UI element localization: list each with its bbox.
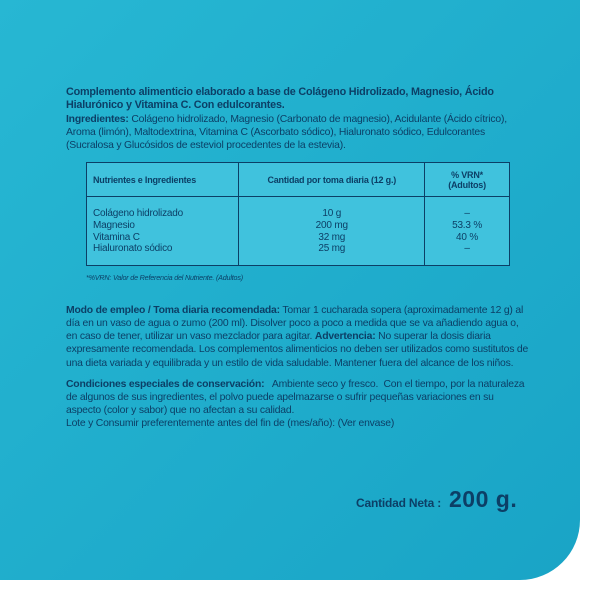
usage-text: Tomar 1 cucharada sopera (aproximadamente 12 g) al día en un vaso de agua o zumo (200 ml). Disolver poco a poco a medida que se va añadiendo agua o, en caso de tener, utilizar un vaso mezclador para agitar. xyxy=(66,304,524,343)
usage-section xyxy=(66,304,530,370)
net-quantity-label: Cantidad Neta : xyxy=(356,496,442,510)
row-vrn: – xyxy=(425,197,509,220)
nutrition-table xyxy=(86,162,510,265)
row-amount: 10 g xyxy=(239,197,425,220)
conservation-section xyxy=(66,378,530,431)
row-name: Vitamina C xyxy=(93,231,140,243)
usage-label: Modo de empleo / Toma diaria recomendada: xyxy=(66,304,280,316)
vrn-footnote: *%VRN: Valor de Referencia del Nutriente. (Adultos) xyxy=(86,272,243,282)
header-vrn-line1: % VRN* xyxy=(451,169,483,180)
ingredients-paragraph xyxy=(66,113,530,153)
row-amount: 32 mg xyxy=(239,232,425,244)
warning-text: No superar la dosis diaria expresamente recomendada. Los complementos alimenticios no deben ser utilizados como sustitutos de una dieta variada y equilibrada y un estilo de vida saludable. Mantener fuera del alcance de los niños. xyxy=(66,331,529,369)
product-description: Complemento alimenticio elaborado a base de Colágeno Hidrolizado, Magnesio, Ácido Hialurónico y Vitamina C. Con edulcorantes. xyxy=(66,86,494,112)
header-vrn xyxy=(425,163,509,197)
row-amount: 25 mg xyxy=(239,243,425,265)
table-row xyxy=(87,197,509,220)
table-header-row xyxy=(87,163,509,197)
row-amount: 200 mg xyxy=(239,220,425,232)
net-quantity-value: 200 g. xyxy=(449,486,518,512)
warning-label: Advertencia: xyxy=(314,331,376,343)
header-nutrients: Nutrientes e Ingredientes xyxy=(87,163,239,197)
table-row xyxy=(87,232,509,244)
table-row xyxy=(87,243,509,265)
ingredients-text: Colágeno hidrolizado, Magnesio (Carbonato de magnesio), Acidulante (Ácido cítrico), Aroma (limón), Maltodextrina, Vitamina C (Ascorbato sódico), Hialuronato sódico, Edulcorantes (Sucralosa y Glucósidos de esteviol procedentes de la estevia). xyxy=(66,113,507,152)
conservation-label: Condiciones especiales de conservación: xyxy=(66,378,265,390)
row-name: Magnesio xyxy=(93,220,135,232)
row-name: Colágeno hidrolizado xyxy=(93,208,183,220)
header-vrn-line2: (Adultos) xyxy=(448,179,486,190)
header-amount: Cantidad por toma diaria (12 g.) xyxy=(239,163,425,197)
row-vrn: 40 % xyxy=(425,232,509,244)
conservation-paragraph xyxy=(66,378,530,418)
table-row xyxy=(87,220,509,232)
lot-text: Lote y Consumir preferentemente antes del fin de (mes/año): (Ver envase) xyxy=(66,418,395,430)
row-vrn: – xyxy=(425,243,509,265)
row-name: Hialuronato sódico xyxy=(93,243,173,255)
ingredients-label: Ingredientes: xyxy=(66,113,129,125)
row-vrn: 53.3 % xyxy=(425,220,509,232)
net-quantity xyxy=(356,486,517,513)
usage-paragraph xyxy=(66,304,530,370)
conservation-text: Ambiente seco y fresco. Con el tiempo, por la naturaleza de algunos de sus ingredientes, el polvo puede apelmazarse o sufrir pequeñas variaciones en su aspecto (color y sabor) que no afectan a su calidad. xyxy=(66,378,528,417)
label-content xyxy=(66,86,530,431)
